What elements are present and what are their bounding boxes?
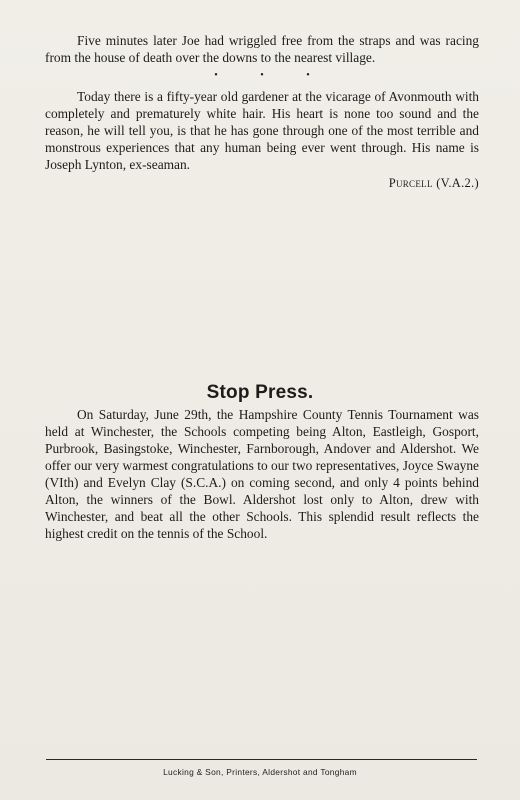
story-paragraph-1: Five minutes later Joe had wriggled free from the straps and was racing from the house of death over the downs to the nearest village. [45, 33, 479, 65]
section-separator: • • • [214, 70, 330, 81]
story-section [45, 32, 479, 192]
author-form: (V.A.2.) [436, 176, 479, 190]
stop-press-title: Stop Press. [206, 382, 314, 403]
author-signature [45, 175, 479, 192]
stop-press-body: On Saturday, June 29th, the Hampshire County Tennis Tournament was held at Winchester, the Schools competing being Alton, Eastleigh, Gosport, Purbrook, Basingstoke, Winchester, Farnborough, Andover and Aldershot. We offer our very warmest congratulations to our two representatives, Joyce Swayne (VIth) and Evelyn Clay (S.C.A.) on coming second, and only 4 points behind Alton, the winners of the Bowl. Aldershot lost only to Alton, drew with Winchester, and beat all the other Schools. This splendid result reflects the highest credit on the tennis of the School. [45, 407, 479, 541]
printer-credit: Lucking & Son, Printers, Aldershot and Tongham [163, 767, 357, 777]
story-paragraph-2: Today there is a fifty-year old gardener at the vicarage of Avonmouth with completely and prematurely white hair. His heart is none too sound and the reason, he will tell you, is that he has gone through one of the most terrible and monstrous experiences that any human being ever went through. His name is Joseph Lynton, ex-seaman. [45, 89, 479, 172]
author-name: Purcell [388, 176, 433, 190]
footer-divider [46, 759, 477, 760]
